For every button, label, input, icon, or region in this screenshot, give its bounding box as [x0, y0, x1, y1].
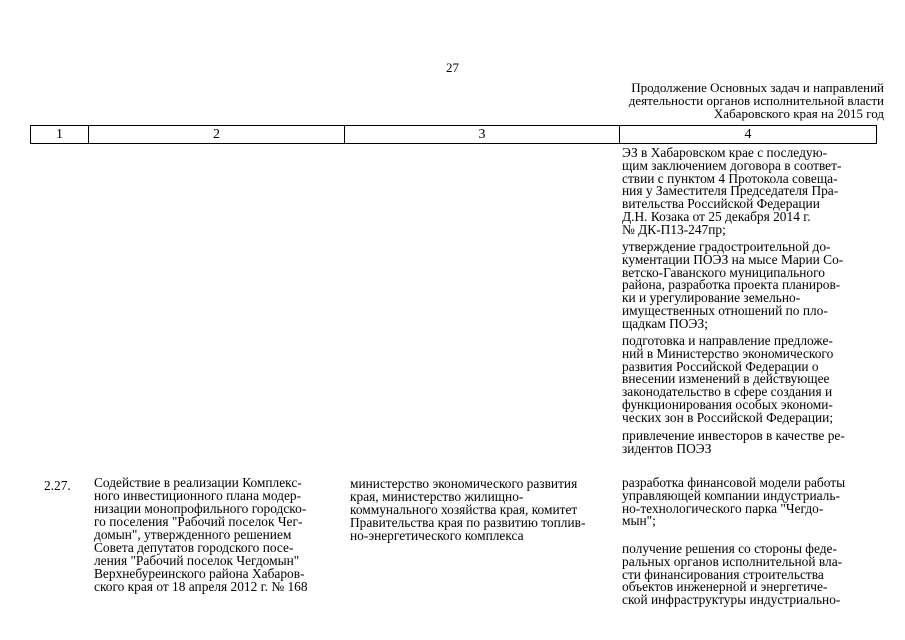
text-line: коммунального хозяйства края, комитет [350, 502, 578, 517]
text-line: но-энергетического комплекса [350, 528, 524, 543]
text-line: управляющей компании индустриаль- [622, 487, 840, 503]
text-line: ствии с пунктом 4 Протокола совеща- [622, 170, 838, 186]
text-line: щадкам ПОЭЗ; [622, 315, 708, 331]
text-line: функционирования особых экономи- [622, 396, 833, 412]
text-line: Правительства края по развитию топлив- [350, 515, 586, 530]
column-number-2: 2 [89, 126, 345, 144]
text-line: имущественных отношений по пло- [622, 302, 828, 318]
text-line: но-технологического парка "Чегдо- [622, 500, 824, 516]
continued-paragraph-3 [622, 335, 874, 425]
task-text [94, 476, 339, 593]
text-line: района, разработка проекта планиров- [622, 277, 841, 293]
text-line: вительства Российской Федерации [622, 196, 820, 212]
page-number: 27 [446, 60, 459, 75]
executor-text [350, 477, 615, 542]
text-line: ского края от 18 апреля 2012 г. № 168 [94, 579, 308, 594]
text-line: Верхнебуреинского района Хабаров- [94, 566, 305, 581]
text-line: ний в Министерство экономического [622, 345, 834, 361]
caption-line: деятельности органов исполнительной власти [628, 93, 884, 108]
continued-paragraph-4 [622, 430, 874, 456]
text-line: разработка финансовой модели работы [622, 475, 846, 490]
text-line: края, министерство жилищно- [350, 489, 524, 504]
caption-line: Продолжение Основных задач и направлений [631, 80, 884, 95]
text-line: Д.Н. Козака от 25 декабря 2014 г. [622, 208, 811, 224]
text-line: Содействие в реализации Комплекс- [94, 475, 302, 490]
continued-paragraph-1 [622, 147, 874, 237]
column-number-4: 4 [620, 126, 877, 144]
text-line: привлечение инвесторов в качестве ре- [622, 428, 845, 443]
text-line: зидентов ПОЭЗ [622, 440, 712, 456]
column-number-1: 1 [31, 126, 89, 144]
text-line: кументации ПОЭЗ на мысе Марии Со- [622, 251, 844, 267]
text-line: законодательство в сфере создания и [622, 384, 833, 400]
row-number: 2.27. [44, 478, 71, 493]
text-line: щим заключением договора в соответ- [622, 157, 842, 173]
direction-paragraph-1 [622, 477, 874, 528]
direction-paragraph-2 [622, 543, 874, 607]
text-line: домын", утвержденного решением [94, 527, 292, 542]
text-line: № ДК-П13-247пр; [622, 221, 726, 237]
text-line: внесении изменений в действующее [622, 371, 830, 387]
text-line: ральных органов исполнительной вла- [622, 553, 843, 569]
caption-line: Хабаровского края на 2015 год [713, 106, 884, 121]
text-line: объектов инженерной и энергетиче- [622, 579, 828, 595]
text-line: ного инвестиционного плана модер- [94, 488, 302, 503]
text-line: ния у Заместителя Председателя Пра- [622, 183, 839, 199]
text-line: утверждение градостроительной до- [622, 239, 831, 254]
text-line: мын"; [622, 513, 656, 529]
text-line: сти финансирования строительства [622, 566, 824, 582]
text-line: ки и урегулирование земельно- [622, 290, 801, 306]
text-line: ской инфраструктуры индустриально- [622, 592, 841, 608]
text-line: получение решения со стороны феде- [622, 541, 837, 556]
text-line: низации монопрофильного городско- [94, 501, 307, 516]
column-number-3: 3 [345, 126, 620, 144]
continuation-caption [560, 81, 884, 120]
continued-paragraph-2 [622, 241, 874, 331]
text-line: Совета депутатов городского посе- [94, 540, 294, 555]
text-line: ЭЗ в Хабаровском крае с последую- [622, 145, 828, 160]
text-line: ления "Рабочий поселок Чегдомын" [94, 553, 300, 568]
text-line: го поселения "Рабочий поселок Чег- [94, 514, 303, 529]
text-line: подготовка и направление предложе- [622, 333, 833, 348]
column-number-header [30, 125, 877, 144]
text-line: министерство экономического развития [350, 476, 578, 491]
text-line: развития Российской Федерации о [622, 358, 819, 374]
text-line: ческих зон в Российской Федерации; [622, 409, 834, 425]
text-line: ветско-Гаванского муниципального [622, 264, 825, 280]
